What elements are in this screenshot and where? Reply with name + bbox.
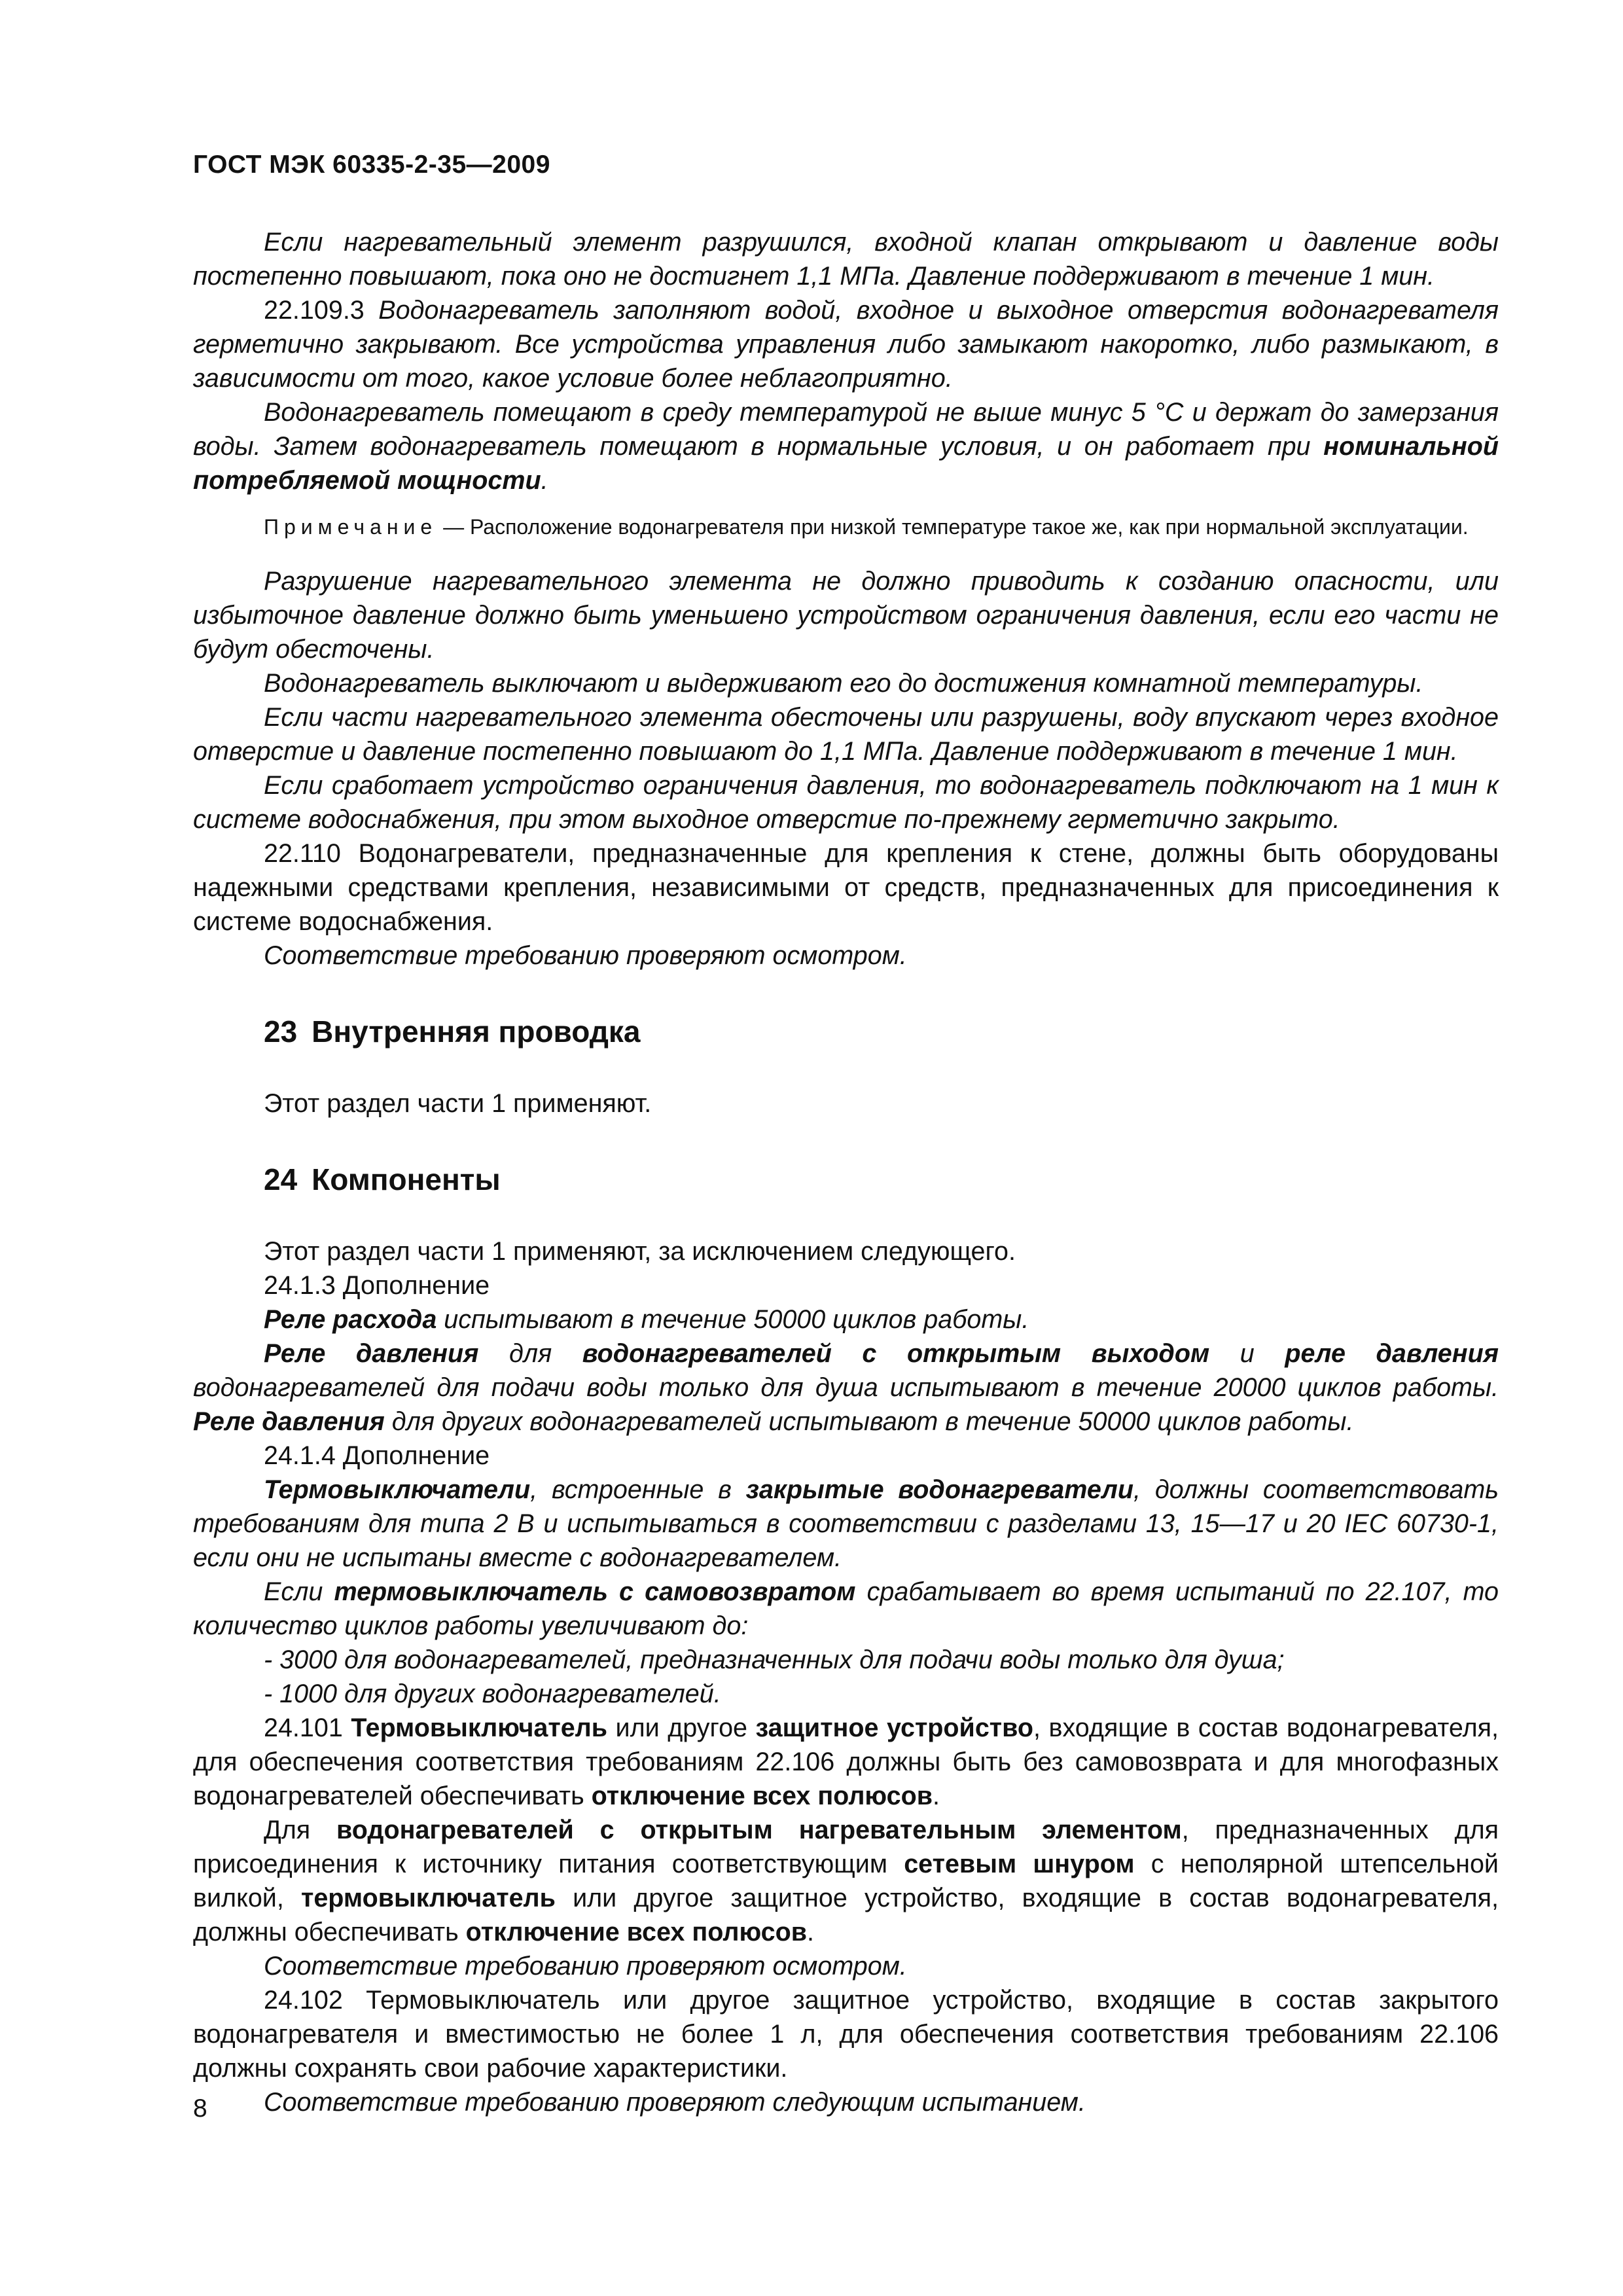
paragraph: Разрушение нагревательного элемента не должно приводить к созданию опасности, или избыточное давление должно быть уменьшено устройством ограничения давления, если его части не будут обесточены. bbox=[193, 567, 1499, 664]
paragraph bbox=[193, 1813, 1499, 1949]
text-run: или другое bbox=[607, 1713, 756, 1742]
paragraph: Соответствие требованию проверяют следующим испытанием. bbox=[264, 2088, 1086, 2117]
paragraph: Если части нагревательного элемента обесточены или разрушены, воду впускают через входное отверстие и давление постепенно повышают до 1,1 МПа. Давление поддерживают в течение 1 мин. bbox=[193, 703, 1499, 766]
term-bold: водонагревателей с открытым нагревательным элементом bbox=[336, 1816, 1182, 1844]
text-run: 24.101 bbox=[264, 1713, 351, 1742]
document-page bbox=[193, 151, 1499, 2119]
paragraph: Соответствие требованию проверяют осмотром. bbox=[264, 941, 907, 970]
paragraph bbox=[193, 1473, 1499, 1575]
term-bold: отключение всех полюсов bbox=[465, 1918, 808, 1946]
paragraph bbox=[193, 1575, 1499, 1643]
list-item: - 1000 для других водонагревателей. bbox=[264, 1679, 721, 1708]
text-run: , входящие в состав водонагревателя, для обеспечения соответствия требованиям 22.106 должны быть без самовозврата и для многофазных водонагревателей обеспечивать bbox=[193, 1713, 1499, 1810]
text-run: . bbox=[933, 1782, 940, 1810]
section-title: Внутренняя проводка bbox=[312, 1014, 641, 1049]
text-run: , предназначенных для присоединения к источнику питания соответствующим bbox=[193, 1816, 1499, 1878]
term-bold: сетевым шнуром bbox=[904, 1850, 1135, 1878]
text-run: с неполярной штепсельной вилкой, bbox=[193, 1850, 1499, 1912]
paragraph: Этот раздел части 1 применяют. bbox=[264, 1089, 652, 1118]
section-title: Компоненты bbox=[312, 1162, 501, 1196]
term-bold: номинальной потребляемой мощности bbox=[193, 432, 1499, 495]
text-run: срабатывает во время испытаний по 22.107, то количество циклов работы увеличивают до: bbox=[193, 1577, 1499, 1640]
paragraph: 22.110 Водонагреватели, предназначенные для крепления к стене, должны быть оборудованы надежными средствами крепления, независимыми от средств, предназначенных для присоединения к системе водоснабжения. bbox=[193, 839, 1499, 936]
list-item: - 3000 для водонагревателей, предназначенных для подачи воды только для душа; bbox=[264, 1645, 1285, 1674]
paragraph bbox=[193, 1711, 1499, 1813]
section-heading-23 bbox=[264, 1013, 1499, 1050]
document-header: ГОСТ МЭК 60335-2-35—2009 bbox=[193, 151, 550, 179]
text-run: , встроенные в bbox=[530, 1475, 746, 1504]
term-bold: термовыключатель с самовозвратом bbox=[334, 1577, 856, 1606]
text-run: . bbox=[541, 466, 548, 495]
section-number: 23 bbox=[264, 1014, 298, 1049]
term-bold: Термовыключатель bbox=[351, 1713, 608, 1742]
term-bold: Реле давления bbox=[193, 1407, 385, 1436]
paragraph: Водонагреватель выключают и выдерживают его до достижения комнатной температуры. bbox=[264, 669, 1423, 698]
text-run: Если bbox=[264, 1577, 334, 1606]
text-run: водонагревателей для подачи воды только для душа испытывают в течение 20000 циклов работы. bbox=[193, 1373, 1499, 1402]
text-run: и bbox=[1209, 1339, 1285, 1368]
paragraph bbox=[193, 395, 1499, 497]
paragraph: Соответствие требованию проверяют осмотром. bbox=[264, 1952, 907, 1981]
term-bold: термовыключатель bbox=[300, 1884, 556, 1912]
text-run: или другое защитное устройство, входящие в состав водонагревателя, должны обеспечивать bbox=[193, 1884, 1499, 1946]
clause-text: Водонагреватель заполняют водой, входное и выходное отверстия водонагревателя герметично закрывают. Все устройства управления либо замыкают накоротко, либо размыкают, в зависимости от того, какое условие более неблагоприятно. bbox=[193, 296, 1499, 393]
paragraph bbox=[193, 1336, 1499, 1439]
term-bold: отключение всех полюсов bbox=[591, 1782, 933, 1810]
term-bold: Реле расхода bbox=[264, 1305, 437, 1334]
paragraph: 24.1.4 Дополнение bbox=[264, 1441, 490, 1470]
text-run: . bbox=[807, 1918, 815, 1946]
text-run: , должны соответствовать требованиям для типа 2 В и испытываться в соответствии с разделами 13, 15—17 и 20 IEC 60730-1, если они не испытаны вместе с водонагревателем. bbox=[193, 1475, 1499, 1572]
section-heading-24 bbox=[264, 1161, 1499, 1198]
note bbox=[193, 512, 1499, 542]
note-text: — Расположение водонагревателя при низкой температуре такое же, как при нормальной эксплуатации. bbox=[437, 515, 1469, 539]
term-bold: Реле давления bbox=[264, 1339, 479, 1368]
text-run: испытывают в течение 50000 циклов работы. bbox=[437, 1305, 1029, 1334]
text-run: Для bbox=[264, 1816, 337, 1844]
term-bold: водонагревателей с открытым выходом bbox=[582, 1339, 1210, 1368]
text-run: Водонагреватель помещают в среду температурой не выше минус 5 °С и держат до замерзания воды. Затем водонагреватель помещают в нормальные условия, и он работает при bbox=[193, 398, 1499, 461]
term-bold: защитное устройство bbox=[755, 1713, 1034, 1742]
text-run: для bbox=[478, 1339, 582, 1368]
paragraph: Этот раздел части 1 применяют, за исключением следующего. bbox=[264, 1237, 1016, 1266]
paragraph bbox=[193, 1302, 1499, 1336]
section-number: 24 bbox=[264, 1162, 298, 1196]
paragraph bbox=[193, 293, 1499, 395]
term-bold: закрытые водонагреватели bbox=[745, 1475, 1134, 1504]
paragraph: Если сработает устройство ограничения давления, то водонагреватель подключают на 1 мин к системе водоснабжения, при этом выходное отверстие по-прежнему герметично закрыто. bbox=[193, 771, 1499, 834]
paragraph: Если нагревательный элемент разрушился, входной клапан открывают и давление воды постепенно повышают, пока оно не достигнет 1,1 МПа. Давление поддерживают в течение 1 мин. bbox=[193, 228, 1499, 291]
paragraph: 24.1.3 Дополнение bbox=[264, 1271, 490, 1300]
term-bold: реле давления bbox=[1285, 1339, 1499, 1368]
note-label: Примечание bbox=[264, 515, 438, 539]
clause-number: 22.109.3 bbox=[264, 296, 365, 325]
term-bold: Термовыключатели bbox=[264, 1475, 531, 1504]
paragraph: 24.102 Термовыключатель или другое защитное устройство, входящие в состав закрытого водонагревателя и вместимостью не более 1 л, для обеспечения соответствия требованиям 22.106 должны сохранять свои рабочие характеристики. bbox=[193, 1986, 1499, 2083]
page-number: 8 bbox=[193, 2094, 207, 2123]
text-run: для других водонагревателей испытывают в течение 50000 циклов работы. bbox=[384, 1407, 1354, 1436]
